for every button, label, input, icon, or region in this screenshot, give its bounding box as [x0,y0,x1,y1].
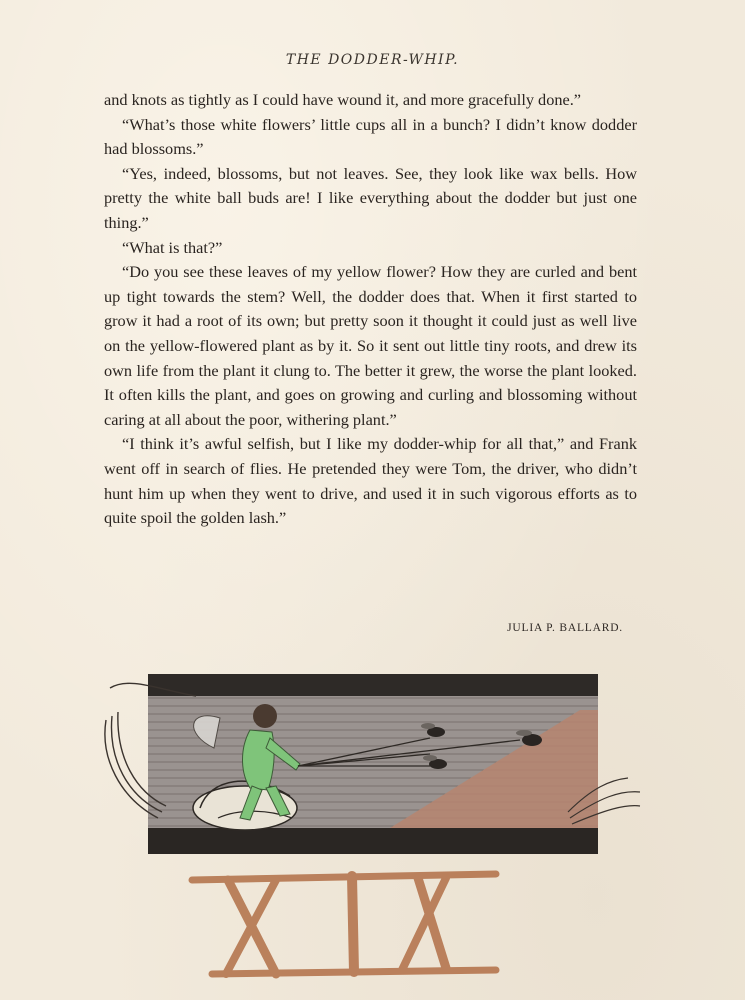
running-head: THE DODDER-WHIP. [285,52,460,68]
paragraph: “What’s those white flowers’ little cups all in a bunch? I didn’t know dodder had blossoms.” [104,114,637,159]
chapter-numeral-xix [192,874,496,974]
top-ink-band [148,674,598,696]
chapter-vignette-illustration [100,668,645,993]
paragraph: “I think it’s awful selfish, but I like my dodder-whip for all that,” and Frank went off in search of flies. He pretended they were Tom, the driver, who didn’t hunt him up when they went to drive, and used it in such vigorous efforts as to quite spoil the golden lash.” [104,434,637,528]
fairy-head [253,704,277,728]
paragraph: and knots as tightly as I could have wound it, and more gracefully done.” [104,90,582,109]
paragraph: “Yes, indeed, blossoms, but not leaves. See, they look like wax bells. How pretty the white ball buds are! I like everything about the dodder but just one thing.” [104,163,637,232]
bottom-ink-band [148,828,598,854]
body-text [104,88,637,531]
paragraph: “What is that?” [122,237,223,257]
author-signature: JULIA P. BALLARD. [507,622,623,634]
paragraph: “Do you see these leaves of my yellow flower? How they are curled and bent up tight towards the stem? Well, the dodder does that. When it first started to grow it had a root of its own; but pretty soon it thought it could just as well live on the yellow-flowered plant as by it. So it sent out little tiny roots, and drew its own life from the plant it clung to. The better it grew, the worse the plant looked. It often kills the plant, and goes on growing and curling and blossoming without caring at all about the poor, withering plant.” [104,262,637,429]
